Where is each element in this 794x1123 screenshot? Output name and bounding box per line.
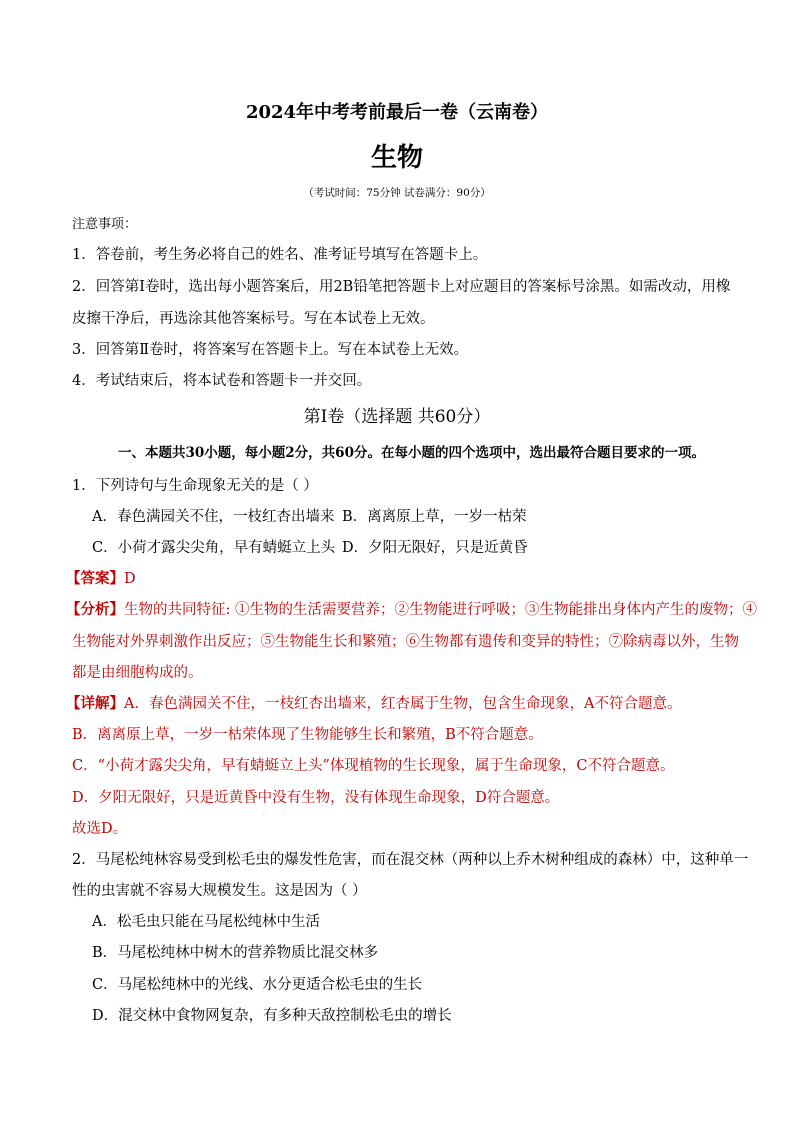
question-1-option-d: D．夕阳无限好，只是近黄昏: [342, 540, 528, 556]
question-1-option-a: A．春色满园关不住，一枝红杏出墙来: [92, 509, 335, 525]
question-1-analysis-cont-2: 都是由细胞构成的。: [72, 665, 203, 681]
subject-title: 生物: [370, 143, 423, 173]
note-item-2-cont: 皮擦干净后，再选涂其他答案标号。写在本试卷上无效。: [72, 311, 435, 327]
question-1-option-c: C．小荷才露尖尖角，早有蜻蜓立上头: [92, 540, 336, 556]
detail-a: A．春色满园关不住，一枝红杏出墙来，红杏属于生物，包含生命现象，A不符合题意。: [124, 696, 682, 712]
question-2-stem: 2．马尾松纯林容易受到松毛虫的爆发性危害，而在混交林（两种以上乔木树种组成的森林）中，这种单一: [72, 852, 749, 868]
question-2-option-c: C．马尾松纯林中的光线、水分更适合松毛虫的生长: [92, 977, 423, 993]
question-1-detail: [66, 695, 681, 713]
question-1-options-row2: [92, 539, 528, 557]
question-2-option-d: D．混交林中食物网复杂，有多种天敌控制松毛虫的增长: [92, 1008, 452, 1024]
analysis-tag: 【分析】: [66, 601, 124, 618]
question-1-option-b: B．离离原上草，一岁一枯荣: [342, 509, 527, 525]
note-item-1: 1．答卷前，考生务必将自己的姓名、准考证号填写在答题卡上。: [72, 247, 488, 263]
note-item-4: 4．考试结束后，将本试卷和答题卡一并交回。: [72, 373, 372, 389]
question-1-options-row1: [92, 508, 527, 526]
detail-b: B．离离原上草，一岁一枯荣体现了生物能够生长和繁殖，B不符合题意。: [72, 727, 543, 743]
question-2-stem-cont: 性的虫害就不容易大规模发生。这是因为（ ）: [72, 883, 367, 899]
notes-heading: 注意事项：: [72, 217, 138, 232]
note-item-3: 3．回答第Ⅱ卷时，将答案写在答题卡上。写在本试卷上无效。: [72, 342, 469, 358]
question-1-conclusion: 故选D。: [72, 821, 128, 837]
detail-d: D．夕阳无限好，只是近黄昏中没有生物，没有体现生命现象，D符合题意。: [72, 790, 560, 806]
question-1-stem: 1．下列诗句与生命现象无关的是（ ）: [72, 478, 318, 494]
answer-value: D: [124, 571, 136, 587]
exam-info: （考试时间：75分钟 试卷满分：90分）: [303, 187, 491, 199]
analysis-text: 生物的共同特征: ①生物的生活需要营养；②生物能进行呼吸；③生物能排出身体内产生的废物；④: [124, 602, 757, 618]
question-2-option-a: A．松毛虫只能在马尾松纯林中生活: [92, 914, 320, 930]
answer-tag: 【答案】: [66, 570, 124, 587]
exam-title: 2024年中考考前最后一卷（云南卷）: [245, 102, 549, 123]
question-1-answer: [66, 570, 136, 588]
section-title: 第Ⅰ卷（选择题 共60分）: [303, 407, 491, 427]
question-2-option-b: B．马尾松纯林中树木的营养物质比混交林多: [92, 945, 379, 961]
question-1-analysis: [66, 601, 757, 619]
detail-c: C．“小荷才露尖尖角，早有蜻蜓立上头”体现植物的生长现象，属于生命现象，C不符合题意。: [72, 758, 675, 774]
detail-tag: 【详解】: [66, 695, 124, 712]
question-1-analysis-cont: 生物能对外界刺激作出反应；⑤生物能生长和繁殖；⑥生物都有遗传和变异的特性；⑦除病毒以外，生物: [72, 634, 739, 650]
note-item-2: 2．回答第Ⅰ卷时，选出每小题答案后，用2B铅笔把答题卡上对应题目的答案标号涂黑。如需改动，用橡: [72, 279, 731, 295]
section-instruction: 一、本题共30小题，每小题2分，共60分。在每小题的四个选项中，选出最符合题目要求的一项。: [118, 445, 705, 461]
